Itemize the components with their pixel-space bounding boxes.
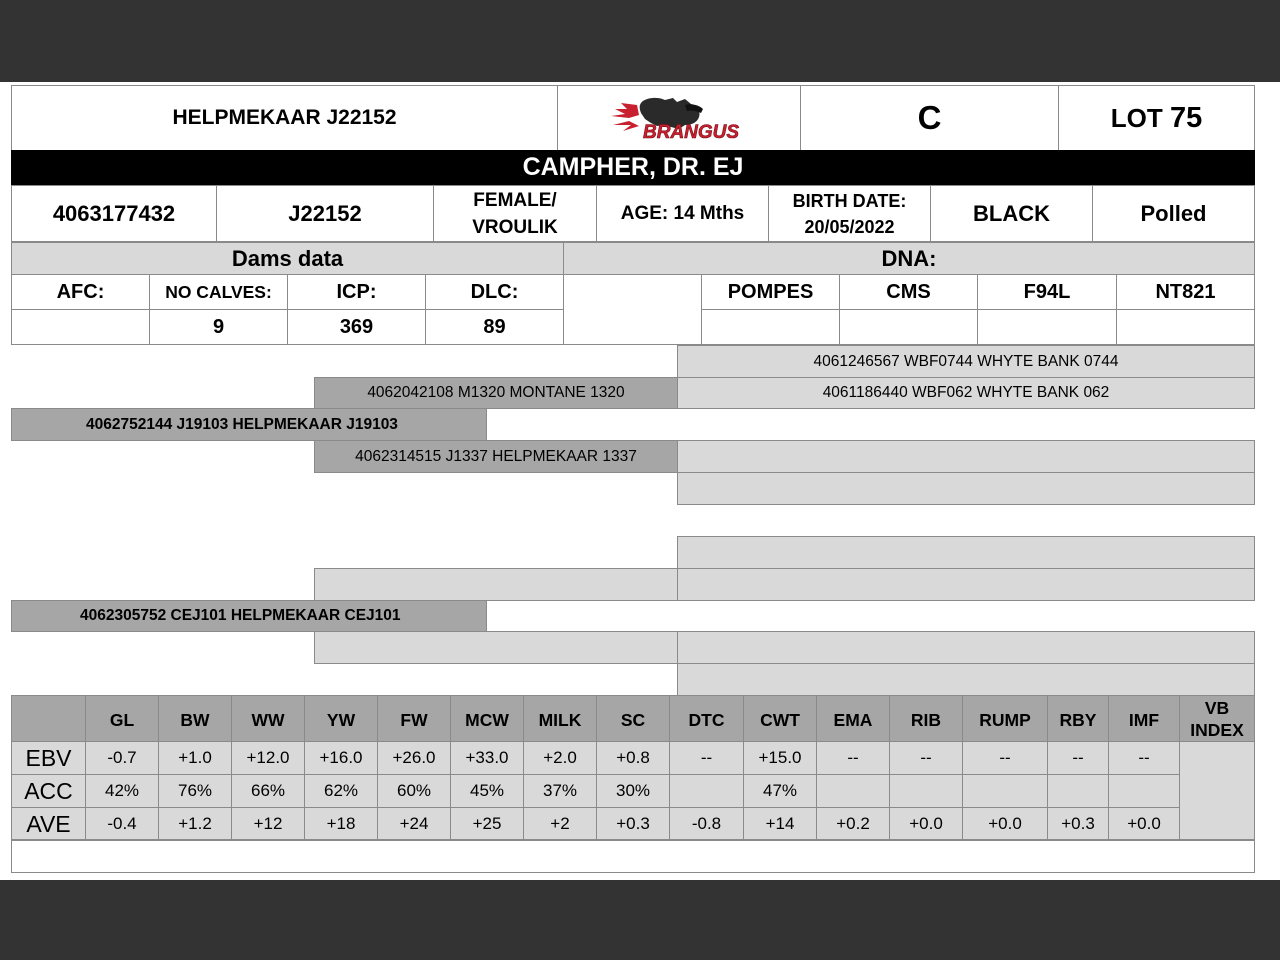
ebv-cell-ebv-ww bbox=[231, 741, 305, 775]
ebv-col-header-yw bbox=[304, 695, 378, 742]
ebv-row-label-ave-text: AVE bbox=[26, 810, 71, 837]
ebv-corner-cell bbox=[11, 695, 86, 742]
ebv-col-header-rib bbox=[889, 695, 963, 742]
ebv-cell-ave-fw bbox=[377, 807, 451, 841]
ebv-cell-ave-rib-text: +0.0 bbox=[909, 814, 943, 833]
ebv-cell-acc-ww bbox=[231, 774, 305, 808]
dams-data-title: Dams data bbox=[11, 242, 564, 275]
ebv-col-header-milk bbox=[523, 695, 597, 742]
ebv-cell-acc-mcw-text: 45% bbox=[469, 781, 505, 800]
cms-value bbox=[839, 309, 978, 345]
ebv-col-header-imf-text: IMF bbox=[1128, 710, 1160, 730]
ebv-cell-ebv-ww-text: +12.0 bbox=[246, 748, 290, 767]
icp-value: 369 bbox=[287, 309, 426, 345]
ebv-col-header-imf bbox=[1108, 695, 1180, 742]
ebv-cell-ebv-sc-text: +0.8 bbox=[616, 748, 650, 767]
ebv-col-header-rump bbox=[962, 695, 1048, 742]
ebv-cell-acc-imf bbox=[1108, 774, 1180, 808]
ebv-cell-ebv-imf bbox=[1108, 741, 1180, 775]
age: AGE: 14 Mths bbox=[596, 185, 769, 242]
pedigree-sire-dam-sire bbox=[677, 440, 1255, 473]
ebv-cell-acc-sc-text: 30% bbox=[615, 781, 651, 800]
ebv-cell-acc-cwt-text: 47% bbox=[762, 781, 798, 800]
ebv-cell-acc-cwt bbox=[743, 774, 817, 808]
ebv-cell-ebv-gl bbox=[85, 741, 159, 775]
grade: C bbox=[800, 85, 1059, 151]
sex: FEMALE/ VROULIK bbox=[433, 185, 597, 242]
f94l-header: F94L bbox=[977, 274, 1117, 310]
ebv-col-header-ww-text: WW bbox=[251, 710, 285, 730]
ebv-col-header-mcw-text: MCW bbox=[465, 710, 509, 730]
ebv-cell-acc-ema bbox=[816, 774, 890, 808]
icp-header: ICP: bbox=[287, 274, 426, 310]
ebv-cell-ebv-mcw-text: +33.0 bbox=[465, 748, 509, 767]
ebv-cell-acc-fw bbox=[377, 774, 451, 808]
ebv-col-header-rby-text: RBY bbox=[1059, 710, 1097, 730]
ebv-cell-ebv-fw bbox=[377, 741, 451, 775]
ebv-cell-acc-bw-text: 76% bbox=[177, 781, 213, 800]
ebv-cell-ebv-ema bbox=[816, 741, 890, 775]
ebv-cell-ebv-gl-text: -0.7 bbox=[107, 748, 137, 767]
ebv-col-header-fw-text: FW bbox=[400, 710, 428, 730]
ebv-cell-ave-imf bbox=[1108, 807, 1180, 841]
ebv-cell-ave-dtc bbox=[669, 807, 744, 841]
pedigree-sire-dam: 4062314515 J1337 HELPMEKAAR 1337 bbox=[314, 440, 678, 473]
ebv-cell-ebv-rby-text: -- bbox=[1072, 748, 1084, 767]
ebv-cell-ave-fw-text: +24 bbox=[399, 814, 429, 833]
ebv-col-header-bw-text: BW bbox=[180, 710, 210, 730]
pedigree-sire-sire-sire: 4061246567 WBF0744 WHYTE BANK 0744 bbox=[677, 345, 1255, 378]
lot-number: LOT 75 bbox=[1058, 85, 1255, 151]
ebv-cell-ave-gl bbox=[85, 807, 159, 841]
pedigree-dam-dam bbox=[314, 631, 678, 664]
ebv-cell-ave-bw-text: +1.2 bbox=[178, 814, 212, 833]
ebv-cell-ebv-ema-text: -- bbox=[847, 748, 859, 767]
dna-blank bbox=[563, 274, 702, 345]
ebv-cell-ebv-yw bbox=[304, 741, 378, 775]
ebv-cell-ebv-sc bbox=[596, 741, 670, 775]
animal-name: HELPMEKAAR J22152 bbox=[11, 85, 558, 151]
pedigree-dam-dam-dam bbox=[677, 663, 1255, 696]
ebv-row-label-acc-text: ACC bbox=[24, 777, 73, 804]
ebv-cell-acc-dtc bbox=[669, 774, 744, 808]
logo-text: BRANGUS bbox=[643, 122, 740, 141]
ebv-cell-ave-mcw bbox=[450, 807, 524, 841]
ebv-cell-ave-milk bbox=[523, 807, 597, 841]
ebv-col-header-sc-text: SC bbox=[620, 710, 646, 730]
ebv-cell-ave-rump bbox=[962, 807, 1048, 841]
ebv-cell-ebv-fw-text: +26.0 bbox=[392, 748, 436, 767]
vb-index-header-text: VB INDEX bbox=[1190, 697, 1244, 740]
ebv-cell-ave-gl-text: -0.4 bbox=[107, 814, 137, 833]
ebv-row-label-acc bbox=[11, 774, 86, 808]
ebv-col-header-gl-text: GL bbox=[109, 710, 135, 730]
ebv-cell-ebv-yw-text: +16.0 bbox=[319, 748, 363, 767]
pedigree-dam-sire-dam bbox=[677, 568, 1255, 601]
pedigree-dam: 4062305752 CEJ101 HELPMEKAAR CEJ101 bbox=[11, 600, 487, 632]
ebv-col-header-bw bbox=[158, 695, 232, 742]
ebv-cell-ave-imf-text: +0.0 bbox=[1127, 814, 1161, 833]
ebv-row-label-ebv-text: EBV bbox=[25, 744, 72, 771]
ebv-col-header-gl bbox=[85, 695, 159, 742]
ebv-cell-ave-rib bbox=[889, 807, 963, 841]
ebv-col-header-rby bbox=[1047, 695, 1109, 742]
colour: BLACK bbox=[930, 185, 1093, 242]
pompes-header: POMPES bbox=[701, 274, 840, 310]
ebv-cell-ebv-dtc bbox=[669, 741, 744, 775]
ebv-cell-ebv-imf-text: -- bbox=[1138, 748, 1150, 767]
sale-catalogue-sheet bbox=[0, 82, 1280, 880]
dlc-header: DLC: bbox=[425, 274, 564, 310]
ebv-cell-ebv-rby bbox=[1047, 741, 1109, 775]
ebv-cell-ave-rby bbox=[1047, 807, 1109, 841]
dlc-value: 89 bbox=[425, 309, 564, 345]
horn-status: Polled bbox=[1092, 185, 1255, 242]
ebv-col-header-rib-text: RIB bbox=[910, 710, 942, 730]
ebv-cell-ave-bw bbox=[158, 807, 232, 841]
ebv-cell-acc-rby bbox=[1047, 774, 1109, 808]
ebv-cell-acc-fw-text: 60% bbox=[396, 781, 432, 800]
ebv-cell-ebv-rump bbox=[962, 741, 1048, 775]
ebv-cell-acc-mcw bbox=[450, 774, 524, 808]
dna-title: DNA: bbox=[563, 242, 1255, 275]
cms-header: CMS bbox=[839, 274, 978, 310]
ebv-col-header-ema bbox=[816, 695, 890, 742]
no-calves-value: 9 bbox=[149, 309, 288, 345]
ebv-cell-ave-yw bbox=[304, 807, 378, 841]
ebv-col-header-dtc bbox=[669, 695, 744, 742]
ebv-cell-ebv-bw bbox=[158, 741, 232, 775]
ebv-cell-ebv-milk-text: +2.0 bbox=[543, 748, 577, 767]
ebv-col-header-cwt bbox=[743, 695, 817, 742]
ebv-col-header-ema-text: EMA bbox=[833, 710, 873, 730]
ebv-cell-ebv-cwt bbox=[743, 741, 817, 775]
ebv-col-header-cwt-text: CWT bbox=[760, 710, 800, 730]
ebv-cell-ebv-mcw bbox=[450, 741, 524, 775]
afc-value bbox=[11, 309, 150, 345]
ebv-cell-ebv-cwt-text: +15.0 bbox=[758, 748, 802, 767]
ebv-col-header-yw-text: YW bbox=[326, 710, 356, 730]
ebv-col-header-mcw bbox=[450, 695, 524, 742]
ebv-cell-ave-cwt-text: +14 bbox=[765, 814, 795, 833]
pedigree-sire-sire-dam: 4061186440 WBF062 WHYTE BANK 062 bbox=[677, 377, 1255, 409]
ebv-cell-ave-mcw-text: +25 bbox=[472, 814, 502, 833]
nt821-value bbox=[1116, 309, 1255, 345]
ebv-cell-acc-ww-text: 66% bbox=[250, 781, 286, 800]
ebv-cell-ave-sc-text: +0.3 bbox=[616, 814, 650, 833]
ebv-row-label-ebv bbox=[11, 741, 86, 775]
bull-head-icon bbox=[599, 95, 759, 141]
pompes-value bbox=[701, 309, 840, 345]
ebv-cell-ebv-dtc-text: -- bbox=[700, 748, 713, 767]
ebv-col-header-sc bbox=[596, 695, 670, 742]
ebv-cell-ave-rby-text: +0.3 bbox=[1061, 814, 1095, 833]
ebv-cell-ave-ema-text: +0.2 bbox=[836, 814, 870, 833]
ebv-cell-ebv-rump-text: -- bbox=[999, 748, 1011, 767]
ebv-cell-ave-milk-text: +2 bbox=[550, 814, 570, 833]
ebv-cell-ave-rump-text: +0.0 bbox=[988, 814, 1022, 833]
pedigree-sire-sire: 4062042108 M1320 MONTANE 1320 bbox=[314, 377, 678, 409]
owner-band: CAMPHER, DR. EJ bbox=[11, 150, 1255, 185]
ebv-col-header-ww bbox=[231, 695, 305, 742]
tag-number: J22152 bbox=[216, 185, 434, 242]
ebv-cell-acc-milk bbox=[523, 774, 597, 808]
id-number: 4063177432 bbox=[11, 185, 217, 242]
afc-header: AFC: bbox=[11, 274, 150, 310]
vb-index-header bbox=[1179, 695, 1255, 742]
ebv-cell-acc-sc bbox=[596, 774, 670, 808]
nt821-header: NT821 bbox=[1116, 274, 1255, 310]
ebv-col-header-rump-text: RUMP bbox=[979, 710, 1031, 730]
ebv-cell-ave-ww-text: +12 bbox=[253, 814, 283, 833]
pedigree-sire: 4062752144 J19103 HELPMEKAAR J19103 bbox=[11, 408, 487, 441]
ebv-cell-ave-dtc-text: -0.8 bbox=[691, 814, 722, 833]
no-calves-header: NO CALVES: bbox=[149, 274, 288, 310]
ebv-cell-ave-sc bbox=[596, 807, 670, 841]
ebv-cell-acc-rump bbox=[962, 774, 1048, 808]
ebv-cell-ebv-rib-text: -- bbox=[920, 748, 932, 767]
ebv-cell-acc-bw bbox=[158, 774, 232, 808]
pedigree-dam-sire-sire bbox=[677, 536, 1255, 569]
brangus-logo bbox=[557, 85, 801, 151]
ebv-cell-ave-yw-text: +18 bbox=[326, 814, 356, 833]
ebv-cell-ebv-rib bbox=[889, 741, 963, 775]
ebv-col-header-milk-text: MILK bbox=[538, 710, 582, 730]
ebv-cell-ave-ema bbox=[816, 807, 890, 841]
ebv-row-label-ave bbox=[11, 807, 86, 841]
vb-index-value bbox=[1179, 741, 1255, 841]
ebv-col-header-dtc-text: DTC bbox=[688, 710, 725, 730]
footer-blank-row bbox=[11, 839, 1255, 873]
ebv-cell-acc-milk-text: 37% bbox=[542, 781, 578, 800]
ebv-cell-acc-gl bbox=[85, 774, 159, 808]
pedigree-dam-dam-sire bbox=[677, 631, 1255, 664]
ebv-cell-acc-yw-text: 62% bbox=[323, 781, 359, 800]
ebv-cell-ebv-milk bbox=[523, 741, 597, 775]
ebv-cell-ebv-bw-text: +1.0 bbox=[178, 748, 212, 767]
pedigree-sire-dam-dam bbox=[677, 472, 1255, 505]
ebv-cell-acc-yw bbox=[304, 774, 378, 808]
pedigree-dam-sire bbox=[314, 568, 678, 601]
f94l-value bbox=[977, 309, 1117, 345]
ebv-cell-ave-cwt bbox=[743, 807, 817, 841]
ebv-cell-acc-gl-text: 42% bbox=[104, 781, 140, 800]
birth-date: BIRTH DATE: 20/05/2022 bbox=[768, 185, 931, 242]
ebv-cell-acc-rib bbox=[889, 774, 963, 808]
ebv-col-header-fw bbox=[377, 695, 451, 742]
ebv-cell-ave-ww bbox=[231, 807, 305, 841]
